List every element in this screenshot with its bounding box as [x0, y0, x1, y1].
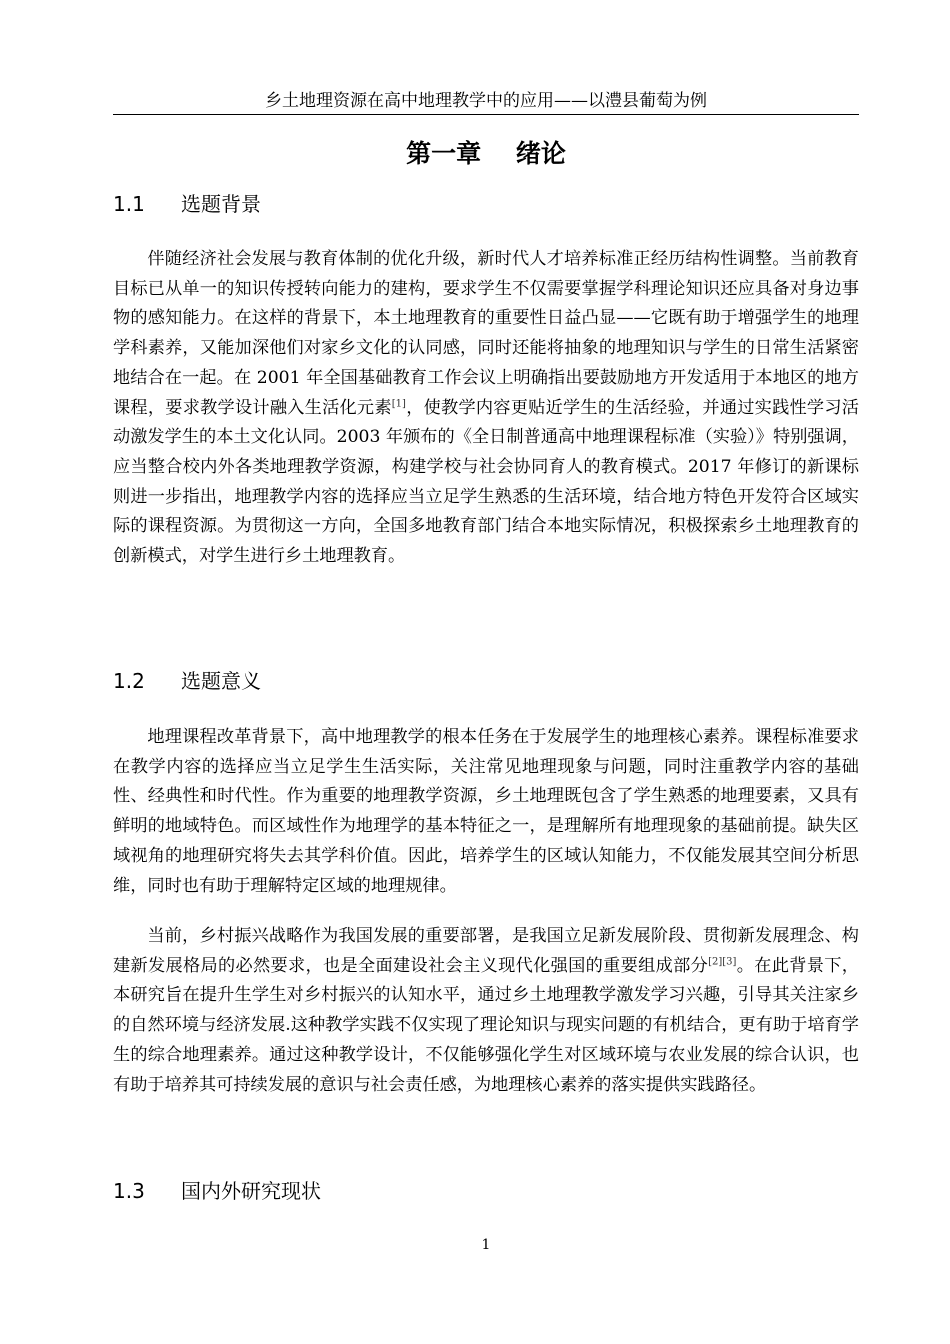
- section-number: 1.2: [113, 669, 145, 693]
- paragraph-significance-2: [113, 922, 859, 1100]
- section-title: 国内外研究现状: [181, 1179, 321, 1203]
- section-title: 选题意义: [181, 669, 261, 693]
- citation-2: [2]: [708, 955, 723, 967]
- section-heading-1-1: [113, 189, 261, 219]
- paragraph-text: 。在此背景下，本研究旨在提升生学生对乡村振兴的认知水平，通过乡土地理教学激发学习兴趣，引导其关注家乡的自然环境与经济发展.这种教学实践不仅实现了理论知识与现实问题的有机结合，更有助于培育学生的综合地理素养。通过这种教学设计，不仅能够强化学生对区域环境与农业发展的综合认识，也有助于培养其可持续发展的意识与社会责任感，为地理核心素养的落实提供实践路径。: [113, 955, 859, 1095]
- citation-1: [1]: [391, 397, 406, 409]
- paragraph-text: ，使教学内容更贴近学生的生活经验，并通过实践性学习活动激发学生的本土文化认同。2003 年颁布的《全日制普通高中地理课程标准（实验）》特别强调，应当整合校内外各类地理教学资源，构建学校与社会协同育人的教育模式。2017 年修订的新课标则进一步指出，地理教学内容的选择应当立足学生熟悉的生活环境，结合地方特色开发符合区域实际的课程资源。为贯彻这一方向，全国多地教育部门结合本地实际情况，积极探索乡土地理教育的创新模式，对学生进行乡土地理教育。: [113, 397, 859, 567]
- paragraph-background: [113, 245, 859, 572]
- paragraph-text: 地理课程改革背景下，高中地理教学的根本任务在于发展学生的地理核心素养。课程标准要求在教学内容的选择应当立足学生生活实际，关注常见地理现象与问题，同时注重教学内容的基础性、经典性和时代性。作为重要的地理教学资源，乡土地理既包含了学生熟悉的地理要素，又具有鲜明的地域特色。而区域性作为地理学的基本特征之一，是理解所有地理现象的基础前提。缺失区域视角的地理研究将失去其学科价值。因此，培养学生的区域认知能力，不仅能发展其空间分析思维，同时也有助于理解特定区域的地理规律。: [113, 727, 859, 896]
- paragraph-text: 当前，乡村振兴战略作为我国发展的重要部署，是我国立足新发展阶段、贯彻新发展理念、构建新发展格局的必然要求，也是全面建设社会主义现代化强国的重要组成部分: [113, 926, 859, 976]
- header-rule: [113, 114, 859, 115]
- section-number: 1.3: [113, 1179, 145, 1203]
- page-number: 1: [481, 1237, 491, 1253]
- section-number: 1.1: [113, 192, 145, 216]
- paragraph-significance-1: [113, 723, 859, 901]
- paragraph-text: 伴随经济社会发展与教育体制的优化升级，新时代人才培养标准正经历结构性调整。当前教育目标已从单一的知识传授转向能力的建构，要求学生不仅需要掌握学科理论知识还应具备对身边事物的感知能力。在这样的背景下，本土地理教育的重要性日益凸显——它既有助于增强学生的地理学科素养，又能加深他们对家乡文化的认同感，同时还能将抽象的地理知识与学生的日常生活紧密地结合在一起。在 2001 年全国基础教育工作会议上明确指出要鼓励地方开发适用于本地区的地方课程，要求教学设计融入生活化元素: [113, 249, 859, 418]
- running-header: 乡土地理资源在高中地理教学中的应用——以澧县葡萄为例: [265, 91, 707, 111]
- section-title: 选题背景: [181, 192, 261, 216]
- section-heading-1-2: [113, 666, 261, 696]
- section-heading-1-3: [113, 1176, 321, 1206]
- citation-3: [3]: [722, 955, 737, 967]
- chapter-title: 第一章 绪论: [406, 139, 566, 168]
